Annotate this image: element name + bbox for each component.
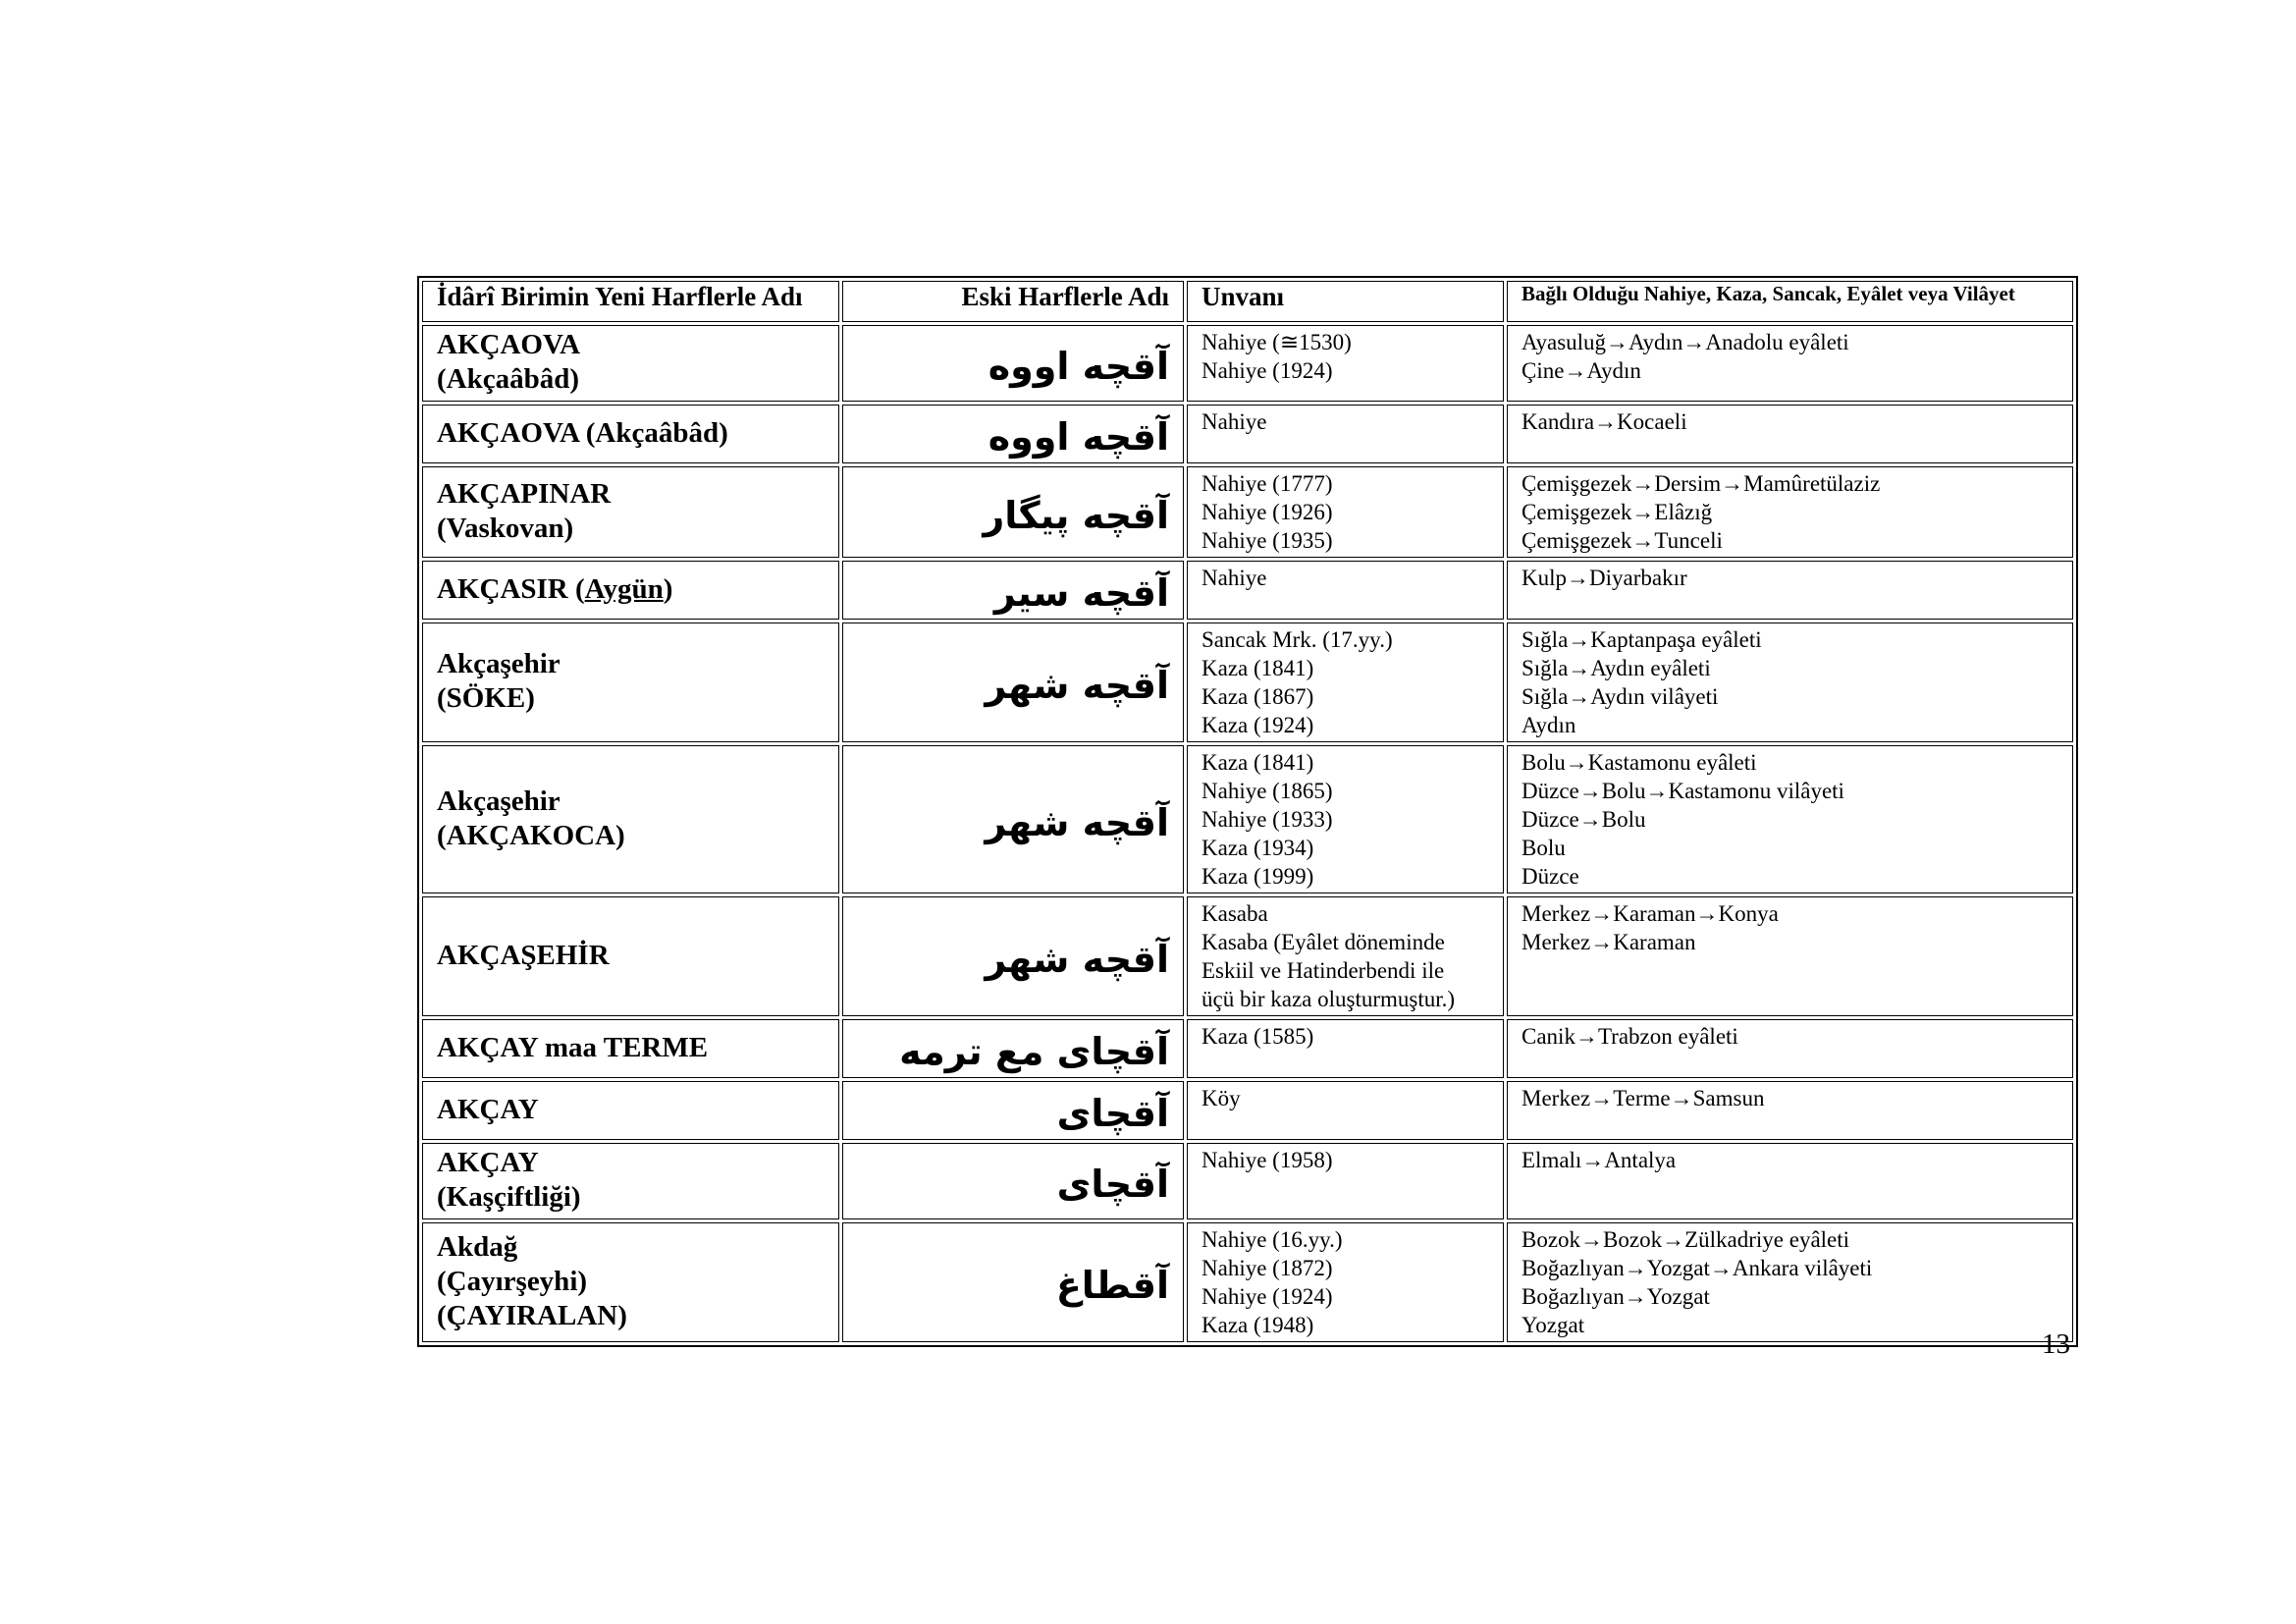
unit-name	[422, 466, 839, 558]
unit-regions	[1507, 405, 2073, 463]
unit-titles	[1187, 405, 1504, 463]
title-line: Kaza (1924)	[1201, 713, 1314, 737]
table-row	[422, 1081, 2073, 1140]
ottoman-name: آقچای	[842, 1081, 1184, 1140]
ottoman-name: آقچه سیر	[842, 561, 1184, 620]
ottoman-name: آقچه شهر	[842, 623, 1184, 742]
unit-name-line: Akdağ	[437, 1230, 518, 1263]
region-line: Elmalı→Antalya	[1522, 1148, 1677, 1172]
unit-name-line: Akçaşehir	[437, 785, 561, 817]
unit-name-line: (ÇAYIRALAN)	[437, 1299, 627, 1331]
unit-regions	[1507, 1019, 2073, 1078]
unit-titles	[1187, 1143, 1504, 1219]
unit-regions	[1507, 745, 2073, 893]
unit-name	[422, 896, 839, 1016]
header-new-name: İdârî Birimin Yeni Harflerle Adı	[422, 281, 839, 322]
unit-regions	[1507, 466, 2073, 558]
region-line: Ayasuluğ→Aydın→Anadolu eyâleti	[1522, 330, 1849, 354]
ottoman-name: آقچای	[842, 1143, 1184, 1219]
ottoman-name: آقطاغ	[842, 1222, 1184, 1342]
unit-name-prefix: AKÇASIR (	[437, 572, 585, 605]
table-row	[422, 466, 2073, 558]
region-line: Çemişgezek→Elâzığ	[1522, 500, 1713, 524]
unit-name	[422, 1222, 839, 1342]
region-line: Çemişgezek→Tunceli	[1522, 528, 1723, 553]
title-line: Köy	[1201, 1086, 1241, 1110]
region-line: Sığla→Aydın eyâleti	[1522, 656, 1711, 680]
unit-titles	[1187, 561, 1504, 620]
region-line: Kulp→Diyarbakır	[1522, 566, 1687, 590]
title-line: Sancak Mrk. (17.yy.)	[1201, 627, 1393, 652]
region-line: Boğazlıyan→Yozgat→Ankara vilâyeti	[1522, 1256, 1873, 1280]
table-row	[422, 896, 2073, 1016]
unit-titles	[1187, 623, 1504, 742]
title-line: Nahiye (1935)	[1201, 528, 1333, 553]
region-line: Aydın	[1522, 713, 1576, 737]
region-line: Boğazlıyan→Yozgat	[1522, 1284, 1710, 1309]
title-line: Nahiye (16.yy.)	[1201, 1227, 1343, 1252]
title-line: Kaza (1934)	[1201, 836, 1314, 860]
unit-titles	[1187, 325, 1504, 402]
title-line: Kaza (1841)	[1201, 656, 1314, 680]
title-line: Kaza (1999)	[1201, 864, 1314, 889]
administrative-units-table	[417, 276, 2078, 1347]
unit-regions	[1507, 1143, 2073, 1219]
region-line: Düzce→Bolu→Kastamonu vilâyeti	[1522, 779, 1844, 803]
region-line: Sığla→Kaptanpaşa eyâleti	[1522, 627, 1762, 652]
unit-name-current: Aygün	[584, 572, 664, 605]
ottoman-name: آقچه اووه	[842, 405, 1184, 463]
unit-name-line: AKÇAY	[437, 1093, 539, 1125]
title-line: Kaza (1585)	[1201, 1024, 1314, 1049]
title-line: Kaza (1867)	[1201, 684, 1314, 709]
region-line: Bolu→Kastamonu eyâleti	[1522, 750, 1757, 775]
title-line: Nahiye (1777)	[1201, 471, 1333, 496]
title-line: üçü bir kaza oluşturmuştur.)	[1201, 987, 1456, 1011]
region-line: Bozok→Bozok→Zülkadriye eyâleti	[1522, 1227, 1850, 1252]
unit-titles	[1187, 896, 1504, 1016]
region-line: Çine→Aydın	[1522, 358, 1641, 383]
region-line: Merkez→Terme→Samsun	[1522, 1086, 1765, 1110]
header-old-name: Eski Harflerle Adı	[842, 281, 1184, 322]
unit-name-line: (Kaşçiftliği)	[437, 1181, 581, 1213]
unit-name-line: (Akçaâbâd)	[437, 363, 580, 395]
unit-regions	[1507, 1222, 2073, 1342]
title-line: Nahiye (≅1530)	[1201, 330, 1352, 354]
unit-name-line: AKÇAOVA (Akçaâbâd)	[437, 416, 728, 449]
unit-name	[422, 1143, 839, 1219]
unit-name-line: (SÖKE)	[437, 682, 535, 714]
ottoman-name: آقچه شهر	[842, 745, 1184, 893]
ottoman-name: آقچه پیگار	[842, 466, 1184, 558]
unit-titles	[1187, 1081, 1504, 1140]
title-line: Nahiye (1958)	[1201, 1148, 1333, 1172]
unit-regions	[1507, 325, 2073, 402]
region-line: Merkez→Karaman→Konya	[1522, 901, 1779, 926]
ottoman-name: آقچه شهر	[842, 896, 1184, 1016]
title-line: Nahiye (1872)	[1201, 1256, 1333, 1280]
title-line: Nahiye (1924)	[1201, 358, 1333, 383]
unit-name	[422, 1019, 839, 1078]
title-line: Kaza (1948)	[1201, 1313, 1314, 1337]
table-row	[422, 405, 2073, 463]
unit-name	[422, 405, 839, 463]
unit-name-line: (Çayırşeyhi)	[437, 1265, 588, 1297]
header-title: Unvanı	[1187, 281, 1504, 322]
register-table-wrap	[417, 276, 2070, 1347]
unit-regions	[1507, 623, 2073, 742]
unit-name-line: (Vaskovan)	[437, 512, 574, 544]
unit-titles	[1187, 745, 1504, 893]
unit-regions	[1507, 1081, 2073, 1140]
region-line: Kandıra→Kocaeli	[1522, 409, 1687, 434]
title-line: Nahiye	[1201, 409, 1267, 434]
table-row	[422, 623, 2073, 742]
ottoman-name: آقچای مع ترمه	[842, 1019, 1184, 1078]
region-line: Canik→Trabzon eyâleti	[1522, 1024, 1738, 1049]
unit-name-line: AKÇAOVA	[437, 329, 581, 360]
region-line: Düzce	[1522, 864, 1579, 889]
unit-titles	[1187, 1222, 1504, 1342]
table-row	[422, 1019, 2073, 1078]
ottoman-name: آقچه اووه	[842, 325, 1184, 402]
region-line: Bolu	[1522, 836, 1566, 860]
region-line: Merkez→Karaman	[1522, 930, 1696, 954]
unit-name-line: (AKÇAKOCA)	[437, 819, 625, 851]
title-line: Eskiil ve Hatinderbendi ile	[1201, 958, 1445, 983]
page-number: 13	[2042, 1328, 2070, 1360]
unit-name	[422, 745, 839, 893]
title-line: Nahiye (1933)	[1201, 807, 1333, 832]
unit-name-line: AKÇAY	[437, 1147, 539, 1178]
region-line: Yozgat	[1522, 1313, 1585, 1337]
region-line: Çemişgezek→Dersim→Mamûretülaziz	[1522, 471, 1881, 496]
unit-name	[422, 561, 839, 620]
title-line: Kasaba	[1201, 901, 1268, 926]
header-region: Bağlı Olduğu Nahiye, Kaza, Sancak, Eyâlet veya Vilâyet	[1507, 281, 2073, 322]
title-line: Nahiye	[1201, 566, 1267, 590]
unit-name	[422, 1081, 839, 1140]
table-header-row	[422, 281, 2073, 322]
unit-titles	[1187, 466, 1504, 558]
title-line: Kaza (1841)	[1201, 750, 1314, 775]
table-row	[422, 1143, 2073, 1219]
unit-name-suffix: )	[663, 572, 673, 605]
unit-titles	[1187, 1019, 1504, 1078]
title-line: Kasaba (Eyâlet döneminde	[1201, 930, 1445, 954]
unit-name-line: AKÇAŞEHİR	[437, 939, 610, 971]
unit-regions	[1507, 561, 2073, 620]
region-line: Sığla→Aydın vilâyeti	[1522, 684, 1719, 709]
unit-name-line: Akçaşehir	[437, 648, 561, 679]
region-line: Düzce→Bolu	[1522, 807, 1646, 832]
title-line: Nahiye (1865)	[1201, 779, 1333, 803]
unit-name-line: AKÇAPINAR	[437, 477, 612, 510]
table-row	[422, 745, 2073, 893]
table-row	[422, 325, 2073, 402]
table-row	[422, 1222, 2073, 1342]
unit-name-line	[437, 572, 825, 607]
title-line: Nahiye (1924)	[1201, 1284, 1333, 1309]
unit-regions	[1507, 896, 2073, 1016]
unit-name-line: AKÇAY maa TERME	[437, 1031, 709, 1063]
unit-name	[422, 623, 839, 742]
unit-name	[422, 325, 839, 402]
table-row	[422, 561, 2073, 620]
title-line: Nahiye (1926)	[1201, 500, 1333, 524]
